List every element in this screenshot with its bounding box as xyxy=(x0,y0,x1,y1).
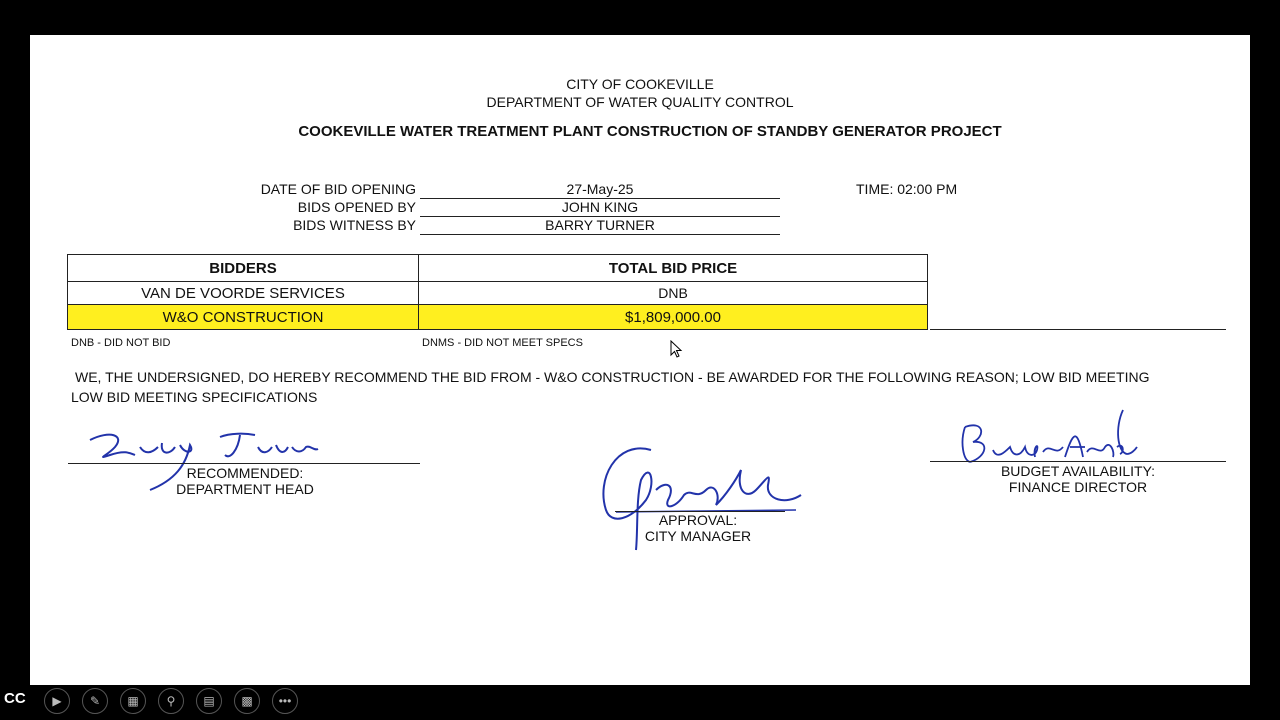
date-label: DATE OF BID OPENING xyxy=(260,181,416,197)
recommendation-line-2: LOW BID MEETING SPECIFICATIONS xyxy=(71,389,318,405)
recommendation-text xyxy=(71,367,1231,407)
recommended-label: RECOMMENDED: xyxy=(186,465,304,481)
closed-captions-button[interactable]: CC xyxy=(4,690,26,707)
play-icon[interactable]: ▶ xyxy=(44,688,70,714)
finance-signature-line xyxy=(930,461,1226,462)
city-signature-label xyxy=(598,512,798,544)
project-title: COOKEVILLE WATER TREATMENT PLANT CONSTRUCTION OF STANDBY GENERATOR PROJECT xyxy=(298,123,1002,140)
mouse-cursor-icon xyxy=(670,340,684,360)
finance-director-label: FINANCE DIRECTOR xyxy=(1008,479,1148,495)
bid-price: $1,809,000.00 xyxy=(419,305,928,330)
dept-signature-line xyxy=(68,463,420,464)
city-manager-label: CITY MANAGER xyxy=(644,528,752,544)
bids-table xyxy=(67,254,928,330)
budget-availability-label: BUDGET AVAILABILITY: xyxy=(1000,463,1156,479)
dept-signature-label xyxy=(130,465,360,497)
bidder-name: W&O CONSTRUCTION xyxy=(68,305,419,330)
bidders-header: BIDDERS xyxy=(68,255,419,282)
presentation-toolbar xyxy=(0,686,1280,720)
pen-icon[interactable]: ✎ xyxy=(82,688,108,714)
footnote-dnms: DNMS - DID NOT MEET SPECS xyxy=(422,337,583,349)
price-header: TOTAL BID PRICE xyxy=(419,255,928,282)
finance-signature-label xyxy=(968,463,1188,495)
witness-value: BARRY TURNER xyxy=(420,217,780,235)
recommendation-line-1: WE, THE UNDERSIGNED, DO HEREBY RECOMMEND THE BID FROM - W&O CONSTRUCTION - BE AWARDED FOR THE FOLLOWING REASON; LOW BID MEETING xyxy=(75,369,1150,385)
subtitles-icon[interactable]: ▤ xyxy=(196,688,222,714)
zoom-icon[interactable]: ⚲ xyxy=(158,688,184,714)
bid-time: TIME: 02:00 PM xyxy=(856,181,958,197)
table-header-row xyxy=(68,255,928,282)
date-value: 27-May-25 xyxy=(420,181,780,199)
opened-by-label: BIDS OPENED BY xyxy=(297,199,416,215)
department-head-label: DEPARTMENT HEAD xyxy=(176,481,314,497)
witness-label: BIDS WITNESS BY xyxy=(293,217,416,233)
table-row-highlighted xyxy=(68,305,928,330)
city-name: CITY OF COOKEVILLE xyxy=(566,76,714,92)
footnote-dnb: DNB - DID NOT BID xyxy=(71,337,171,349)
opened-by-value: JOHN KING xyxy=(420,199,780,217)
approval-label: APPROVAL: xyxy=(658,512,738,528)
screen-icon[interactable]: ▩ xyxy=(234,688,260,714)
department-name: DEPARTMENT OF WATER QUALITY CONTROL xyxy=(486,94,794,110)
table-extension-line xyxy=(930,329,1226,330)
slides-icon[interactable]: ▦ xyxy=(120,688,146,714)
bid-price: DNB xyxy=(419,282,928,305)
table-row xyxy=(68,282,928,305)
bidder-name: VAN DE VOORDE SERVICES xyxy=(68,282,419,305)
more-icon[interactable]: ••• xyxy=(272,688,298,714)
